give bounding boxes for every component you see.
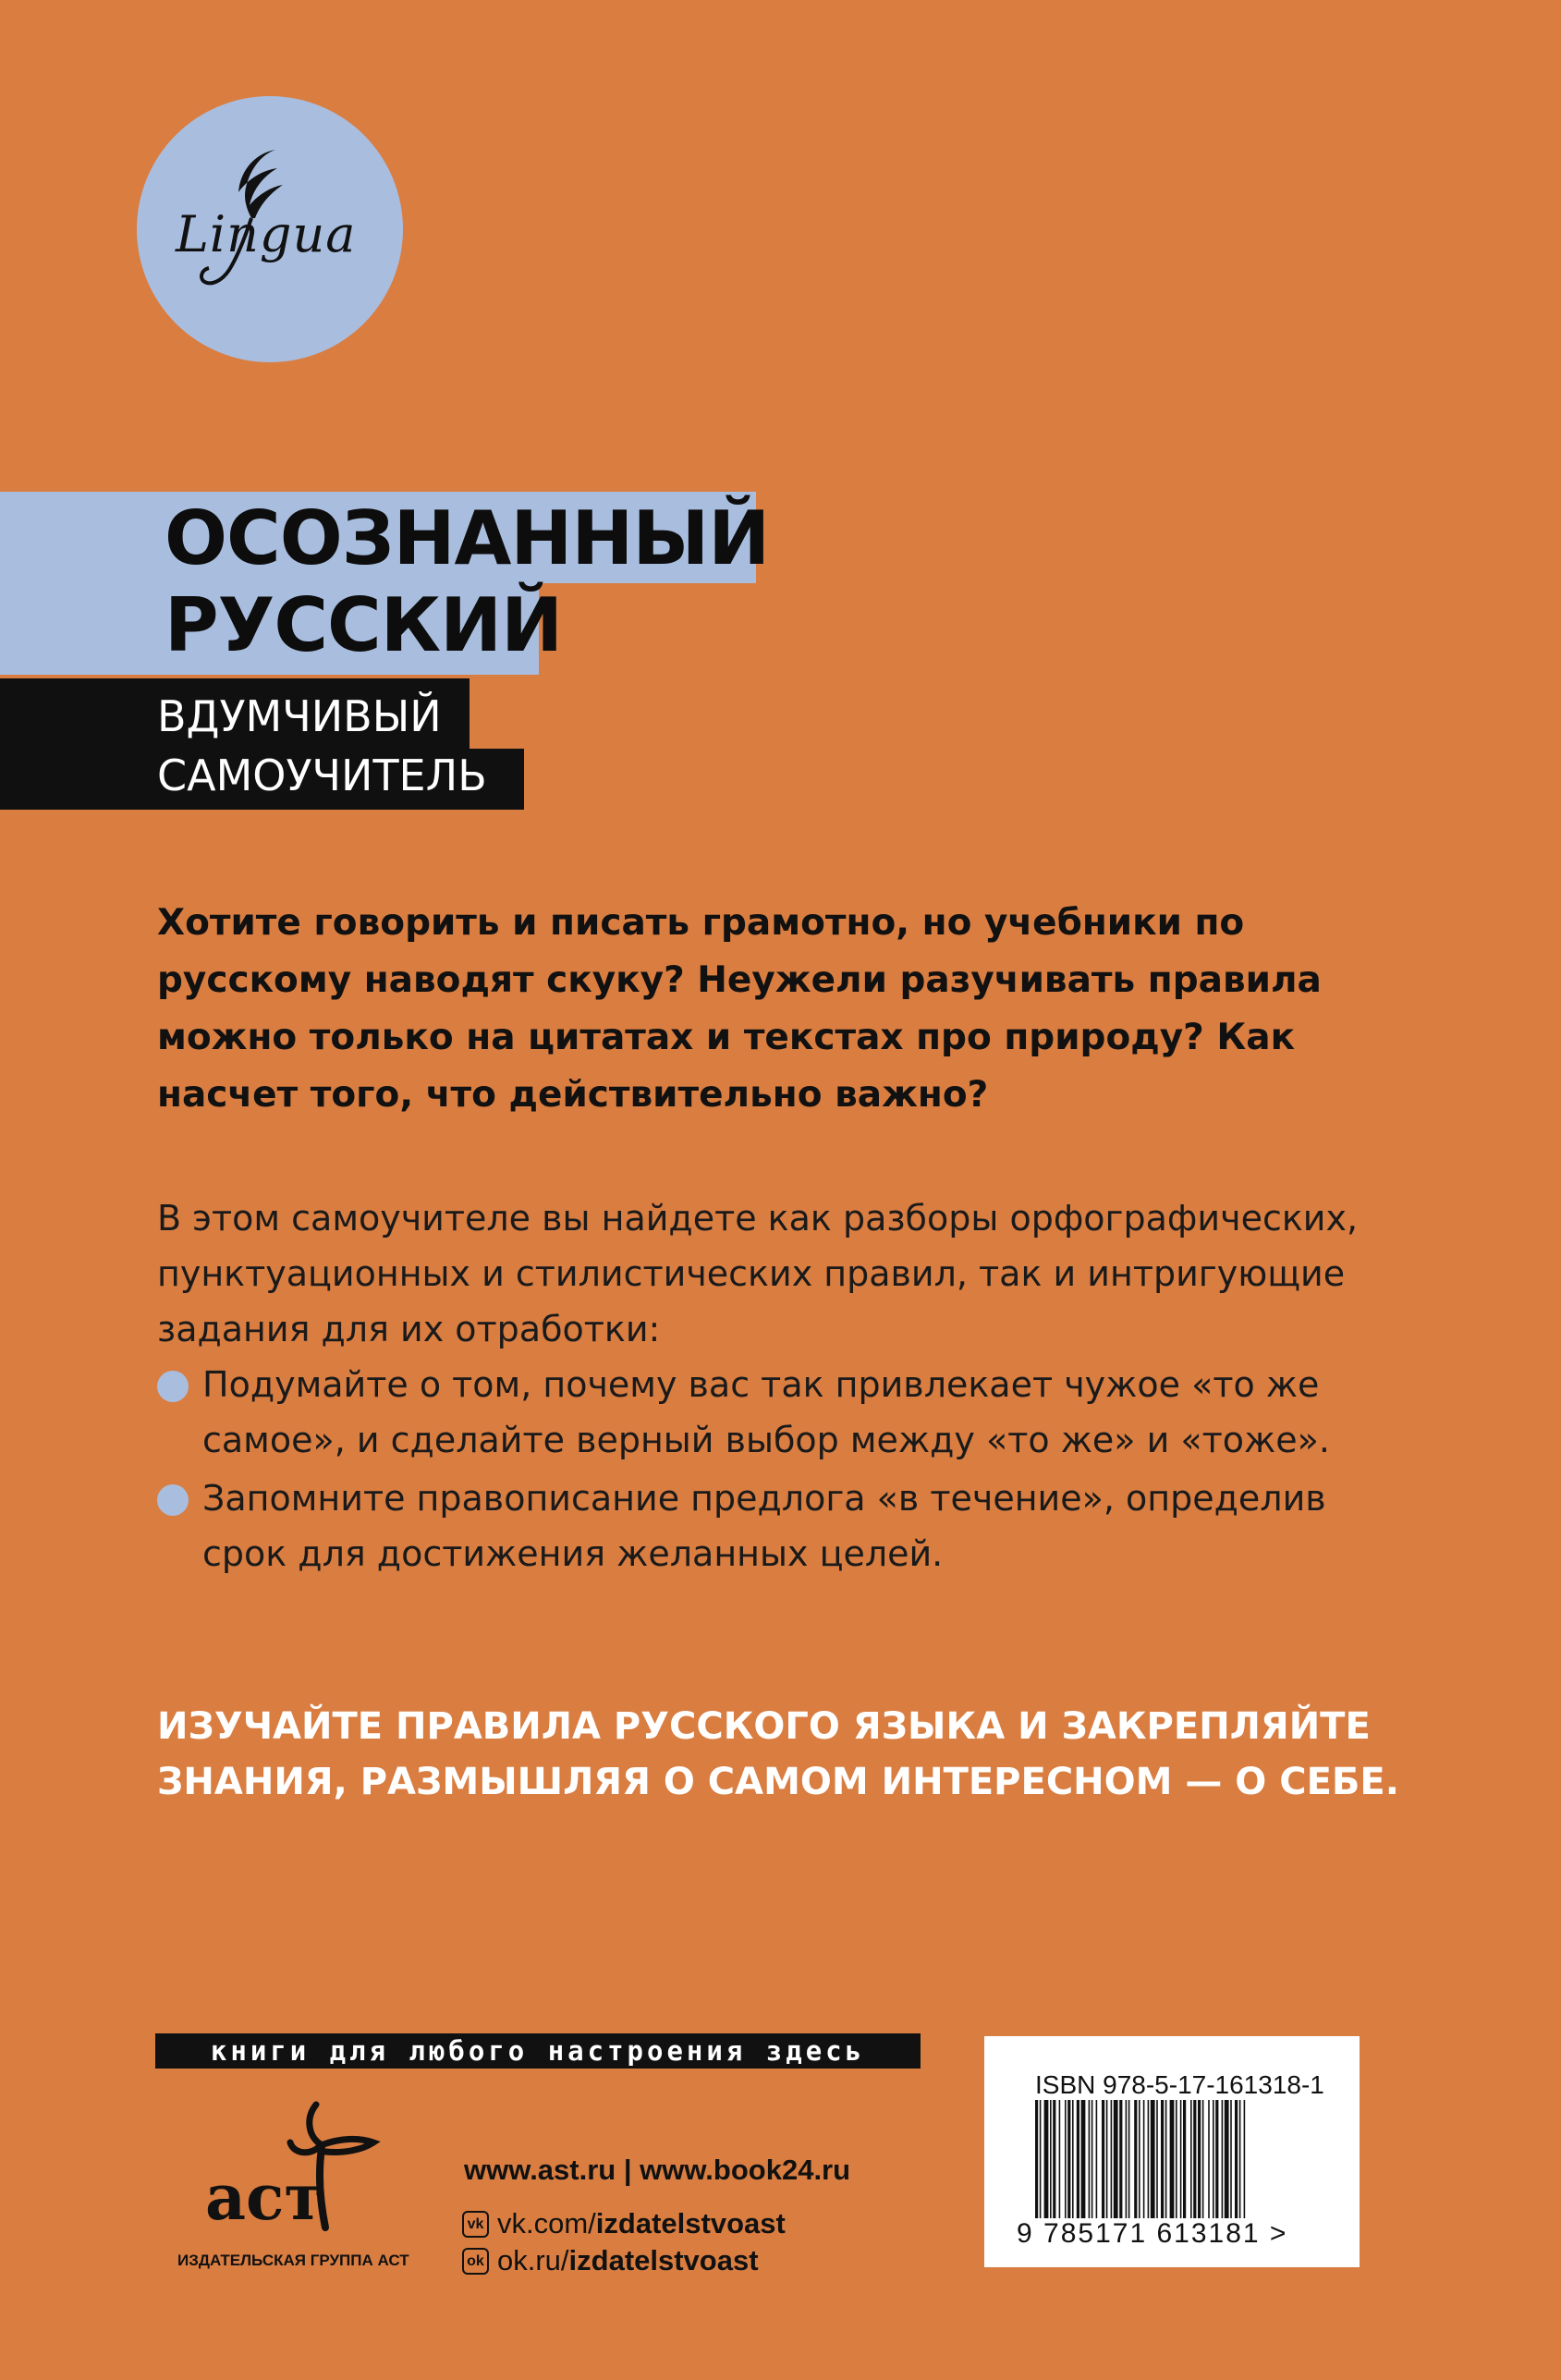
subtitle-line-2: САМОУЧИТЕЛЬ <box>157 751 487 800</box>
barcode-bar <box>1065 2100 1067 2218</box>
vk-handle: izdatelstvoast <box>595 2207 786 2240</box>
barcode-bar <box>1096 2100 1098 2218</box>
barcode-bar <box>1176 2100 1177 2218</box>
bullet-line: Подумайте о том, почему вас так привлекает чужое «то же <box>202 1364 1320 1405</box>
barcode-bar <box>1089 2100 1091 2218</box>
bullet-item <box>202 1357 1330 1468</box>
barcode-bar <box>1183 2100 1186 2218</box>
barcode-digits: 9 785171 613181 > <box>1017 2218 1288 2249</box>
vk-link[interactable] <box>497 2207 786 2240</box>
barcode-bar <box>1077 2100 1079 2218</box>
body-line: задания для их отработки: <box>157 1309 661 1349</box>
barcode-bar <box>1067 2100 1070 2218</box>
barcode-bar <box>1134 2100 1137 2218</box>
barcode-bar <box>1106 2100 1108 2218</box>
barcode-bar <box>1180 2100 1182 2218</box>
barcode-bar <box>1225 2100 1229 2218</box>
vk-icon: vk <box>462 2211 489 2238</box>
bullet-dot-icon <box>157 1484 189 1516</box>
ok-icon: ok <box>462 2248 489 2275</box>
barcode-bar <box>1161 2100 1164 2218</box>
barcode-bar <box>1215 2100 1218 2218</box>
barcode-bar <box>1235 2100 1238 2218</box>
title-line-2: РУССКИЙ <box>165 582 563 668</box>
ok-prefix: ok.ru/ <box>497 2244 569 2276</box>
barcode-bar <box>1143 2100 1145 2218</box>
barcode-bar <box>1202 2100 1204 2218</box>
barcode-bar <box>1114 2100 1118 2218</box>
intro-line: Хотите говорить и писать грамотно, но учебники по <box>157 902 1245 944</box>
body-paragraph <box>157 1190 1358 1357</box>
tagline: книги для любого настроения здесь <box>155 2033 921 2069</box>
bullet-line: самое», и сделайте верный выбор между «то же» и «тоже». <box>202 1420 1330 1460</box>
barcode-bar <box>1230 2100 1232 2218</box>
barcode-bar <box>1111 2100 1113 2218</box>
intro-line: насчет того, что действительно важно? <box>157 1074 989 1116</box>
body-line: пунктуационных и стилистических правил, так и интригующие <box>157 1253 1346 1294</box>
barcode-bar <box>1119 2100 1122 2218</box>
intro-line: можно только на цитатах и текстах про природу? Как <box>157 1017 1296 1058</box>
barcode-bar <box>1044 2100 1049 2218</box>
barcode-bar <box>1126 2100 1128 2218</box>
cta-line-2: ЗНАНИЯ, РАЗМЫШЛЯЯ О САМОМ ИНТЕРЕСНОМ — О СЕБЕ. <box>157 1761 1399 1803</box>
bullet-line: Запомните правописание предлога «в течение», определив <box>202 1478 1326 1519</box>
barcode-bar <box>1050 2100 1052 2218</box>
barcode-bar <box>1239 2100 1241 2218</box>
barcode-bar <box>1193 2100 1196 2218</box>
barcode-bar <box>1170 2100 1175 2218</box>
intro-line: русскому наводят скуку? Неужели разучивать правила <box>157 959 1322 1001</box>
barcode-bar <box>1165 2100 1167 2218</box>
barcode-bar <box>1128 2100 1130 2218</box>
barcode-bar <box>1035 2100 1038 2218</box>
title-line-1: ОСОЗНАННЫЙ <box>165 495 770 581</box>
bullet-dot-icon <box>157 1371 189 1402</box>
barcode-bar <box>1156 2100 1158 2218</box>
barcode-bar <box>1040 2100 1042 2218</box>
barcode-bar <box>1102 2100 1104 2218</box>
body-line: В этом самоучителе вы найдете как разборы орфографических, <box>157 1198 1359 1239</box>
barcode-bar <box>1053 2100 1055 2218</box>
barcode-bar <box>1059 2100 1061 2218</box>
barcode-bar <box>1222 2100 1224 2218</box>
vk-prefix: vk.com/ <box>497 2207 596 2240</box>
barcode-bar <box>1190 2100 1192 2218</box>
barcode-bar <box>1148 2100 1150 2218</box>
bullet-item <box>202 1471 1326 1581</box>
subtitle-line-1: ВДУМЧИВЫЙ <box>157 691 442 741</box>
barcode-bar <box>1091 2100 1093 2218</box>
barcode-bar <box>1139 2100 1140 2218</box>
intro-paragraph <box>157 895 1322 1124</box>
lingua-logo <box>137 96 403 362</box>
logo-text: Lingua <box>176 205 357 263</box>
bullet-line: срок для достижения желанных целей. <box>202 1533 944 1574</box>
ok-link[interactable] <box>497 2244 759 2277</box>
isbn-label: ISBN 978-5-17-161318-1 <box>1035 2070 1324 2099</box>
ok-handle: izdatelstvoast <box>568 2244 759 2276</box>
barcode-bar <box>1244 2100 1246 2218</box>
barcode-bar <box>1198 2100 1201 2218</box>
barcode-icon <box>1035 2100 1331 2218</box>
publisher-label: ИЗДАТЕЛЬСКАЯ ГРУППА АСТ <box>177 2252 409 2269</box>
barcode-bar <box>1081 2100 1086 2218</box>
websites-text: www.ast.ru | www.book24.ru <box>464 2154 851 2186</box>
barcode-bar <box>1213 2100 1214 2218</box>
barcode-bar <box>1072 2100 1074 2218</box>
ast-logo <box>205 2091 390 2239</box>
barcode-bar <box>1208 2100 1210 2218</box>
ast-logo-text: аст <box>205 2161 323 2235</box>
barcode-bar <box>1151 2100 1155 2218</box>
cta-line-1: ИЗУЧАЙТЕ ПРАВИЛА РУССКОГО ЯЗЫКА И ЗАКРЕПЛЯЙТЕ <box>157 1705 1371 1748</box>
websites-link[interactable] <box>464 2154 850 2187</box>
